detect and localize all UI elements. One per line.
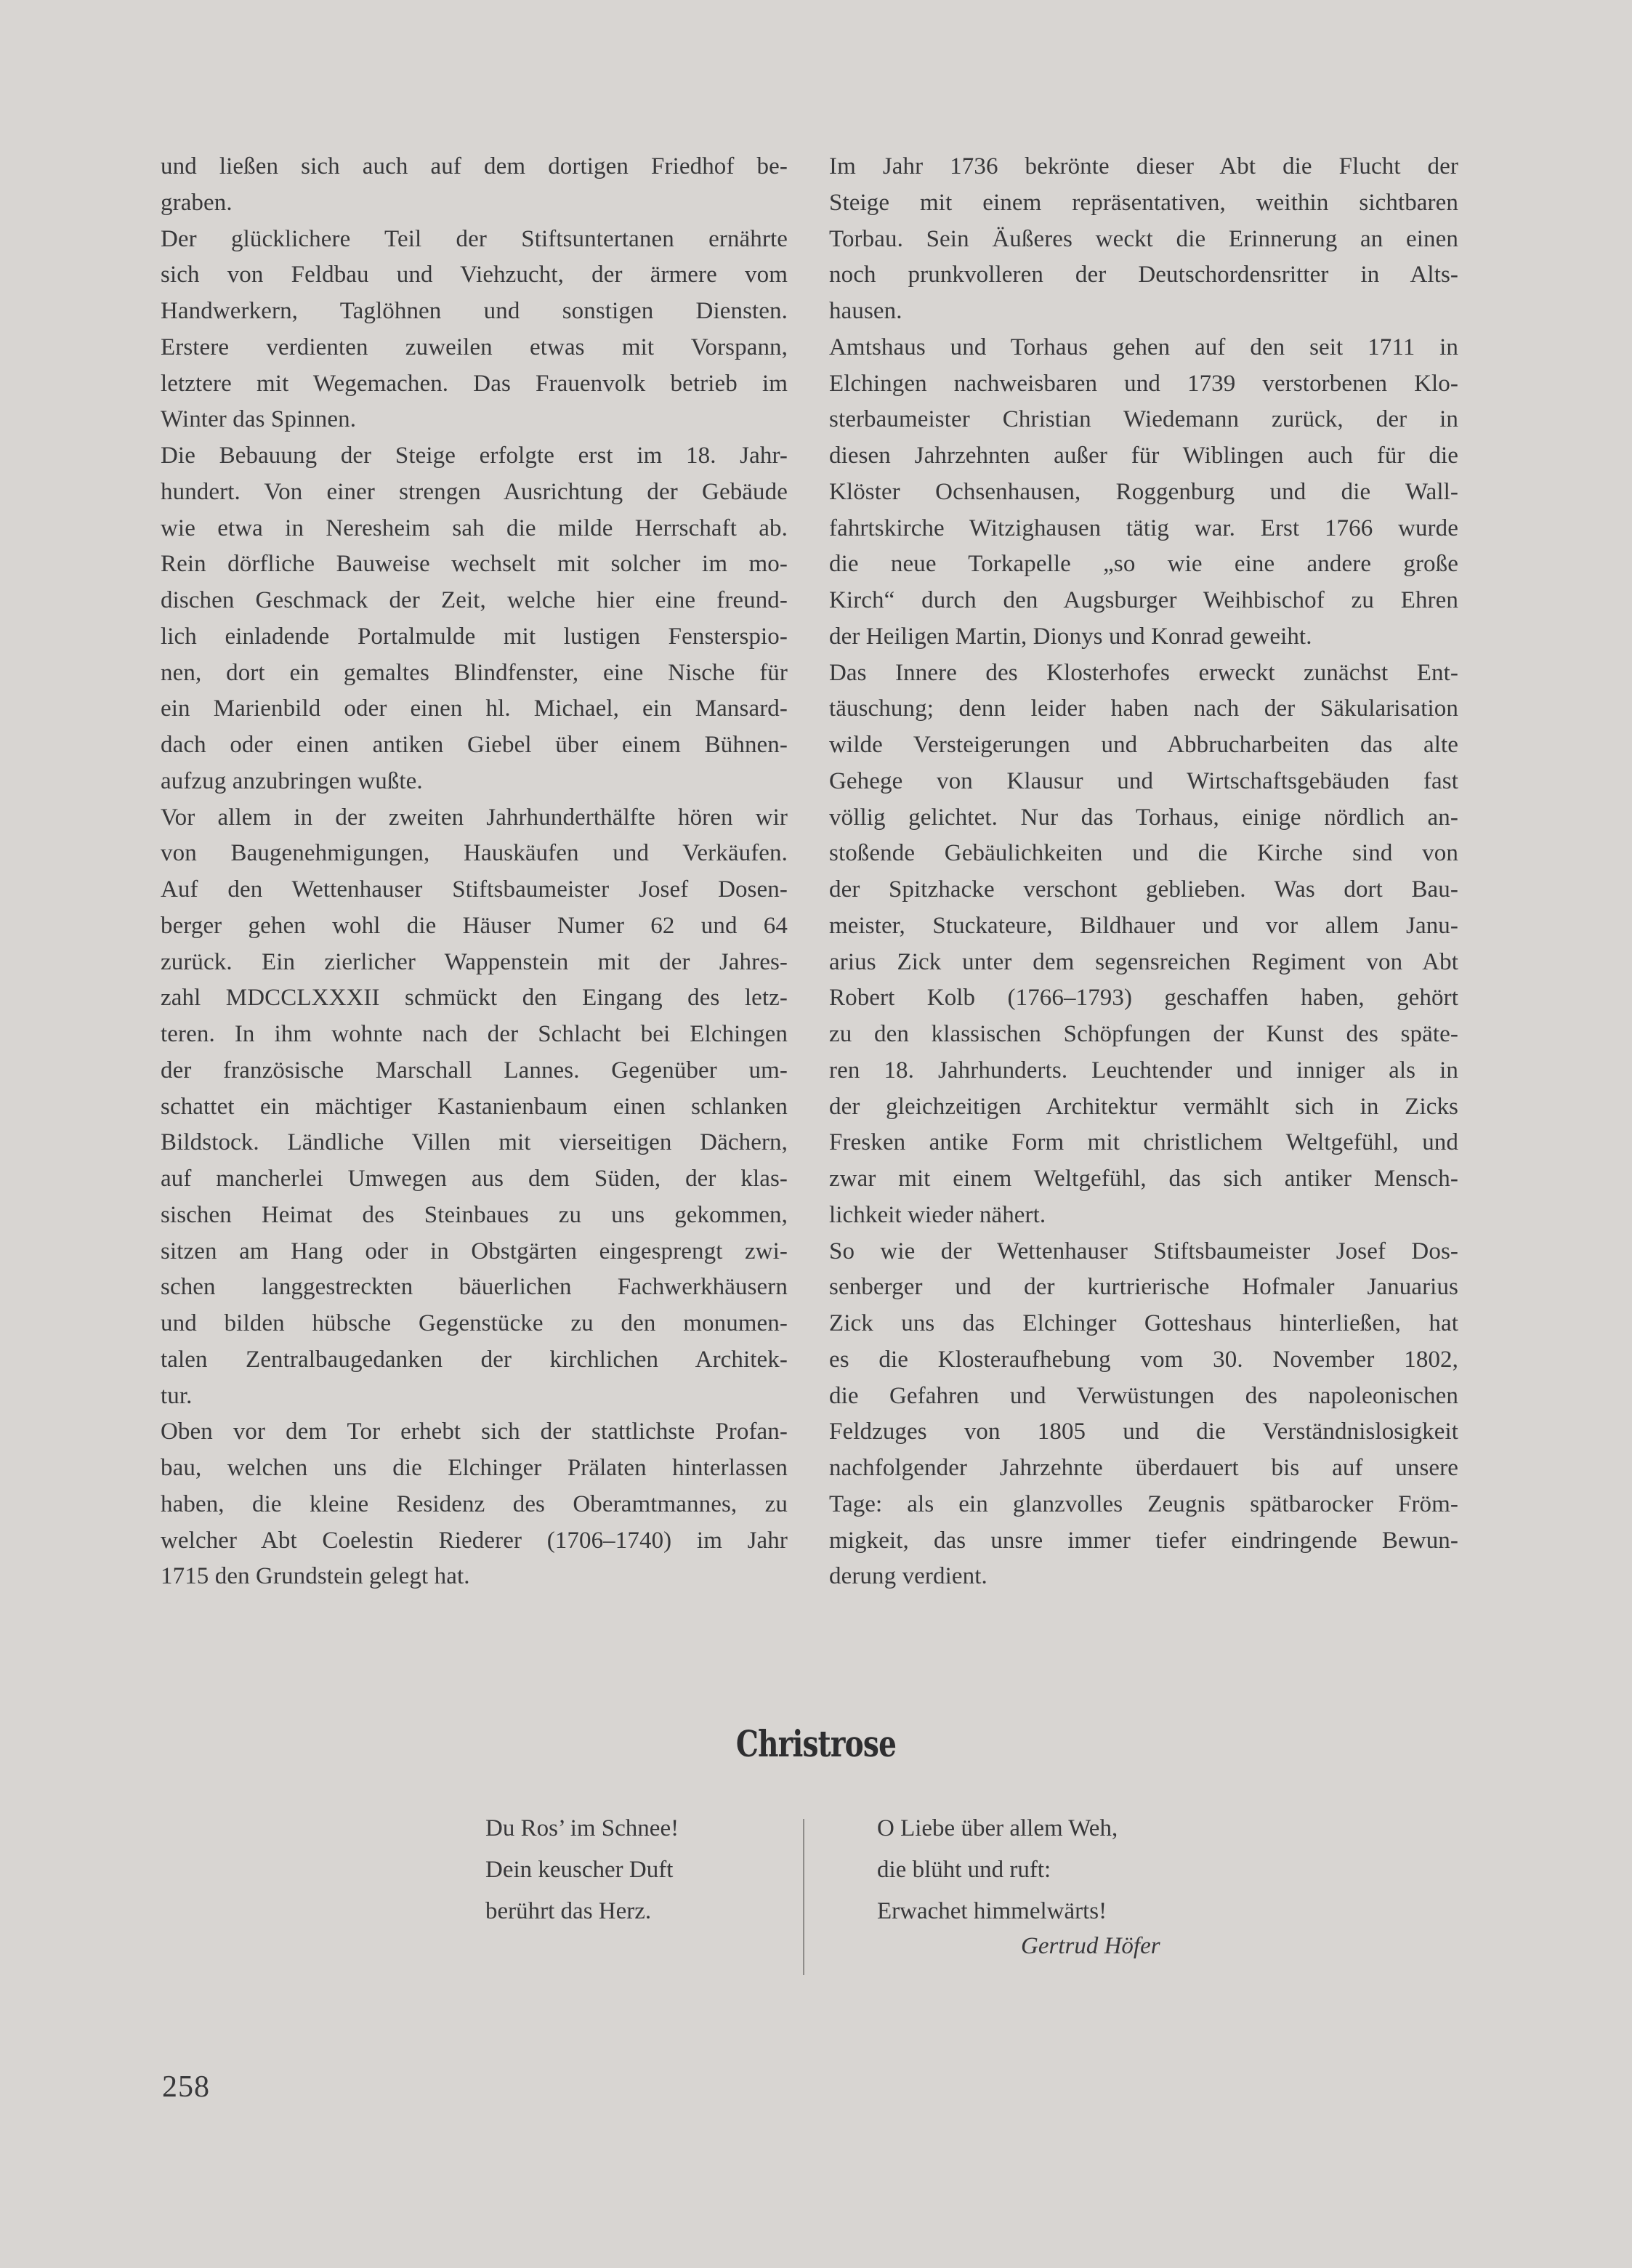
text-line: diesen Jahrzehnten außer für Wiblingen auch für die <box>829 443 1458 469</box>
text-line: Bildstock. Ländliche Villen mit vierseitigen Dächern, <box>161 1129 788 1156</box>
text-line: So wie der Wettenhauser Stiftsbaumeister Josef Dos- <box>829 1238 1458 1264</box>
text-line: sitzen am Hang oder in Obstgärten eingesprengt zwi- <box>161 1238 788 1264</box>
text-line: Fresken antike Form mit christlichem Weltgefühl, und <box>829 1129 1458 1156</box>
poem-author: Gertrud Höfer <box>1021 1933 1160 1959</box>
text-line: Erstere verdienten zuweilen etwas mit Vorspann, <box>161 334 788 360</box>
text-line: fahrtskirche Witzighausen tätig war. Erst 1766 wurde <box>829 514 1458 541</box>
text-line: der französische Marschall Lannes. Gegenüber um- <box>161 1057 788 1083</box>
text-line: Amtshaus und Torhaus gehen auf den seit 1711 in <box>829 334 1458 360</box>
text-line: auf mancherlei Umwegen aus dem Süden, der klas- <box>161 1166 788 1192</box>
text-line: zwar mit einem Weltgefühl, das sich antiker Mensch- <box>829 1166 1458 1192</box>
text-line: meister, Stuckateure, Bildhauer und vor allem Janu- <box>829 912 1458 939</box>
text-line: letztere mit Wegemachen. Das Frauenvolk betrieb im <box>161 370 788 397</box>
text-line: Torbau. Sein Äußeres weckt die Erinnerung an einen <box>829 225 1458 252</box>
text-line: Zick uns das Elchinger Gotteshaus hinterließen, hat <box>829 1310 1458 1336</box>
text-line: lichkeit wieder nähert. <box>829 1201 1046 1228</box>
text-line: ren 18. Jahrhunderts. Leuchtender und inniger als in <box>829 1057 1458 1083</box>
text-line: und ließen sich auch auf dem dortigen Friedhof be- <box>161 153 788 179</box>
text-line: Vor allem in der zweiten Jahrhunderthälfte hören wir <box>161 804 788 831</box>
text-line: der gleichzeitigen Architektur vermählt sich in Zicks <box>829 1093 1458 1120</box>
text-line: migkeit, das unsre immer tiefer eindringende Bewun- <box>829 1527 1458 1554</box>
text-line: der Spitzhacke verschont geblieben. Was dort Bau- <box>829 876 1458 903</box>
article-left-column <box>161 149 788 1595</box>
poem-verse: O Liebe über allem Weh, <box>877 1815 1118 1841</box>
text-line: derung verdient. <box>829 1563 987 1590</box>
poem-verse: Erwachet himmelwärts! <box>877 1898 1107 1924</box>
poem-stanza-left <box>485 1808 679 1932</box>
text-line: noch prunkvolleren der Deutschordensritter in Alts- <box>829 262 1458 288</box>
text-line: aufzug anzubringen wußte. <box>161 767 423 794</box>
poem-verse: Du Ros’ im Schnee! <box>485 1815 679 1841</box>
text-line: Kirch“ durch den Augsburger Weihbischof zu Ehren <box>829 587 1458 613</box>
text-line: lich einladende Portalmulde mit lustigen Fensterspio- <box>161 623 788 650</box>
text-line: Oben vor dem Tor erhebt sich der stattlichste Profan- <box>161 1418 788 1445</box>
text-line: teren. In ihm wohnte nach der Schlacht bei Elchingen <box>161 1021 788 1047</box>
text-line: Der glücklichere Teil der Stiftsuntertanen ernährte <box>161 225 788 252</box>
text-line: Tage: als ein glanzvolles Zeugnis spätbarocker Fröm- <box>829 1490 1458 1517</box>
text-line: bau, welchen uns die Elchinger Prälaten hinterlassen <box>161 1455 788 1481</box>
text-line: ein Marienbild oder einen hl. Michael, ein Mansard- <box>161 695 788 722</box>
text-line: schen langgestreckten bäuerlichen Fachwerkhäusern <box>161 1274 788 1301</box>
poem-verse: Dein keuscher Duft <box>485 1857 674 1883</box>
text-line: berger gehen wohl die Häuser Numer 62 und 64 <box>161 912 788 939</box>
text-line: Winter das Spinnen. <box>161 406 357 433</box>
text-line: sich von Feldbau und Viehzucht, der ärmere vom <box>161 262 788 288</box>
text-line: täuschung; denn leider haben nach der Säkularisation <box>829 695 1458 722</box>
poem-column-divider <box>803 1819 804 1975</box>
text-line: talen Zentralbaugedanken der kirchlichen Architek- <box>161 1346 788 1373</box>
text-line: Auf den Wettenhauser Stiftsbaumeister Josef Dosen- <box>161 876 788 903</box>
text-line: wie etwa in Neresheim sah die milde Herrschaft ab. <box>161 514 788 541</box>
text-line: Rein dörfliche Bauweise wechselt mit solcher im mo- <box>161 551 788 578</box>
text-line: welcher Abt Coelestin Riederer (1706–1740) im Jahr <box>161 1527 788 1554</box>
text-line: Im Jahr 1736 bekrönte dieser Abt die Flucht der <box>829 153 1458 179</box>
text-line: Steige mit einem repräsentativen, weithin sichtbaren <box>829 189 1458 216</box>
text-line: hundert. Von einer strengen Ausrichtung der Gebäude <box>161 478 788 505</box>
poem-verse: berührt das Herz. <box>485 1898 652 1924</box>
text-line: stoßende Gebäulichkeiten und die Kirche sind von <box>829 840 1458 867</box>
poem-title: Christrose <box>735 1722 897 1765</box>
text-line: tur. <box>161 1382 193 1409</box>
text-line: völlig gelichtet. Nur das Torhaus, einige nördlich an- <box>829 804 1458 831</box>
text-line: Klöster Ochsenhausen, Roggenburg und die Wall- <box>829 478 1458 505</box>
text-line: zu den klassischen Schöpfungen der Kunst des späte- <box>829 1021 1458 1047</box>
text-line: hausen. <box>829 298 902 324</box>
text-line: die Gefahren und Verwüstungen des napoleonischen <box>829 1382 1458 1409</box>
text-line: Gehege von Klausur und Wirtschaftsgebäuden fast <box>829 767 1458 794</box>
text-line: die neue Torkapelle „so wie eine andere große <box>829 551 1458 578</box>
text-line: von Baugenehmigungen, Hauskäufen und Verkäufen. <box>161 840 788 867</box>
text-line: zahl MDCCLXXXII schmückt den Eingang des letz- <box>161 985 788 1012</box>
text-line: schattet ein mächtiger Kastanienbaum einen schlanken <box>161 1093 788 1120</box>
text-line: es die Klosteraufhebung vom 30. November 1802, <box>829 1346 1458 1373</box>
text-line: sterbaumeister Christian Wiedemann zurück, der in <box>829 406 1458 433</box>
text-line: nen, dort ein gemaltes Blindfenster, eine Nische für <box>161 659 788 686</box>
text-line: graben. <box>161 189 233 216</box>
article-right-column <box>829 149 1458 1595</box>
text-line: Das Innere des Klosterhofes erweckt zunächst Ent- <box>829 659 1458 686</box>
text-line: zurück. Ein zierlicher Wappenstein mit der Jahres- <box>161 948 788 975</box>
text-line: nachfolgender Jahrzehnte überdauert bis auf unsere <box>829 1455 1458 1481</box>
text-line: haben, die kleine Residenz des Oberamtmannes, zu <box>161 1490 788 1517</box>
text-line: der Heiligen Martin, Dionys und Konrad geweiht. <box>829 623 1312 650</box>
text-line: Feldzuges von 1805 und die Verständnislosigkeit <box>829 1418 1458 1445</box>
text-line: Robert Kolb (1766–1793) geschaffen haben, gehört <box>829 985 1458 1012</box>
text-line: wilde Versteigerungen und Abbrucharbeiten das alte <box>829 732 1458 758</box>
text-line: sischen Heimat des Steinbaues zu uns gekommen, <box>161 1201 788 1228</box>
text-line: dach oder einen antiken Giebel über einem Bühnen- <box>161 732 788 758</box>
text-line: und bilden hübsche Gegenstücke zu den monumen- <box>161 1310 788 1336</box>
text-line: arius Zick unter dem segensreichen Regiment von Abt <box>829 948 1458 975</box>
text-line: Elchingen nachweisbaren und 1739 verstorbenen Klo- <box>829 370 1458 397</box>
text-line: 1715 den Grundstein gelegt hat. <box>161 1563 470 1590</box>
text-line: Handwerkern, Taglöhnen und sonstigen Diensten. <box>161 298 788 324</box>
text-line: dischen Geschmack der Zeit, welche hier eine freund- <box>161 587 788 613</box>
poem-verse: die blüht und ruft: <box>877 1857 1051 1883</box>
page-number: 258 <box>162 2070 210 2104</box>
text-line: Die Bebauung der Steige erfolgte erst im 18. Jahr- <box>161 443 788 469</box>
text-line: senberger und der kurtrierische Hofmaler Januarius <box>829 1274 1458 1301</box>
poem-stanza-right <box>877 1808 1118 1932</box>
